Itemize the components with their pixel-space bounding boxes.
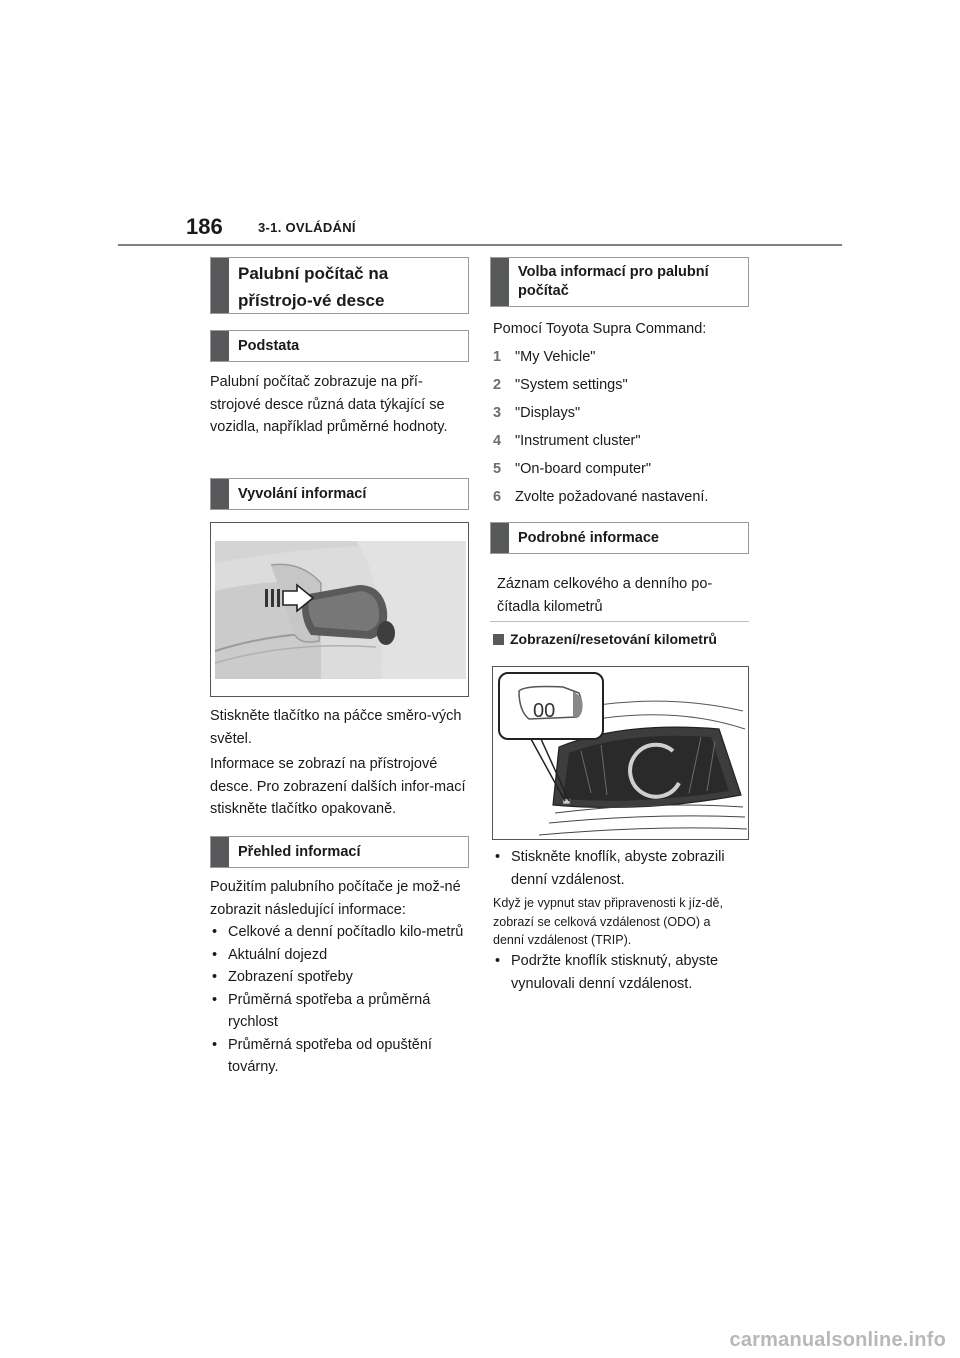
heading-podrobne-text: Podrobné informace [518,530,659,546]
heading-vyvolani [210,478,469,510]
stalk-illustration [211,523,469,697]
list-item: • Celkové a denní počítadlo kilo-metrů [210,921,466,944]
list-item: • Zobrazení spotřeby [210,966,466,989]
heading-vyvolani-text: Vyvolání informací [238,486,367,502]
list-item: • Průměrná spotřeba a průměrná rychlost [210,989,466,1034]
heading-volba [490,257,749,307]
heading-bar [211,837,229,867]
step-item [493,483,749,511]
heading-bar [211,479,229,509]
page-number: 186 [186,214,223,239]
step-text: "Displays" [515,405,581,421]
step-text: Zvolte požadované nastavení. [515,489,709,505]
volba-block [493,315,749,511]
list-item: • Aktuální dojezd [210,944,466,967]
chapter-title: 3-1. OVLÁDÁNÍ [258,220,356,235]
step-number: 1 [493,349,502,365]
odo-note: Když je vypnut stav připravenosti k jíz-dě, zobrazí se celková vzdálenost (ODO) a denní vzdálenost (TRIP). [493,896,723,947]
stalk-button-figure [210,522,469,697]
step-text: "System settings" [515,377,628,393]
list-item: • Průměrná spotřeba od opuštění továrny. [210,1034,466,1079]
podrobne-subtitle-rule [490,621,749,622]
step-text: "My Vehicle" [515,349,596,365]
subhead-zobrazeni-text: Zobrazení/resetování kilometrů [510,631,717,647]
heading-bar [211,258,229,313]
vyvolani-text: Informace se zobrazí na přístrojové desce. Pro zobrazení dalších infor-mací stiskněte tlačítko opakovaně. [210,756,466,817]
bullet-hold [493,950,749,995]
step-item [493,343,749,371]
heading-bar [491,258,509,306]
step-number: 2 [493,377,502,393]
prehled-intro: Použitím palubního počítače je mož-né zobrazit následující informace: [210,879,461,918]
heading-volba-text: Volba informací pro palubní počítač [518,264,709,299]
watermark: carmanualsonline.info [729,1329,946,1351]
subhead-zobrazeni [493,630,753,649]
bullet-press [493,846,749,891]
header-rule [118,244,842,246]
step-item [493,399,749,427]
step-number: 3 [493,405,502,421]
heading-podrobne [490,522,749,554]
heading-bar [491,523,509,553]
heading-prehled [210,836,469,868]
podstata-text: Palubní počítač zobrazuje na pří-strojové desce různá data týkající se vozidla, například průměrné hodnoty. [210,374,448,435]
step-number: 6 [493,489,502,505]
knob-label: 00 [533,700,556,722]
step-item [493,427,749,455]
heading-podstata-text: Podstata [238,338,300,354]
heading-podstata [210,330,469,362]
step-number: 4 [493,433,502,449]
cluster-illustration [493,667,749,840]
vyvolani-caption: Stiskněte tlačítko na páčce směro-vých světel. [210,708,462,747]
step-item [493,371,749,399]
instrument-cluster-figure [492,666,749,840]
bullet-hold-text: • Podržte knoflík stisknutý, abyste vynulovali denní vzdálenost. [493,950,749,995]
heading-prehled-text: Přehled informací [238,844,361,860]
step-number: 5 [493,461,502,477]
bullet-press-text: • Stiskněte knoflík, abyste zobrazili denní vzdálenost. [493,846,749,891]
prehled-block [210,876,466,1079]
step-item [493,455,749,483]
step-text: "Instrument cluster" [515,433,641,449]
square-bullet-icon [493,634,504,645]
step-text: "On-board computer" [515,461,652,477]
section-title-box [210,257,469,314]
podrobne-subtitle: Záznam celkového a denního po-čítadla kilometrů [497,576,713,615]
heading-bar [211,331,229,361]
section-title: Palubní počítač na přístrojo-vé desce [238,264,389,310]
volba-intro: Pomocí Toyota Supra Command: [493,321,707,337]
